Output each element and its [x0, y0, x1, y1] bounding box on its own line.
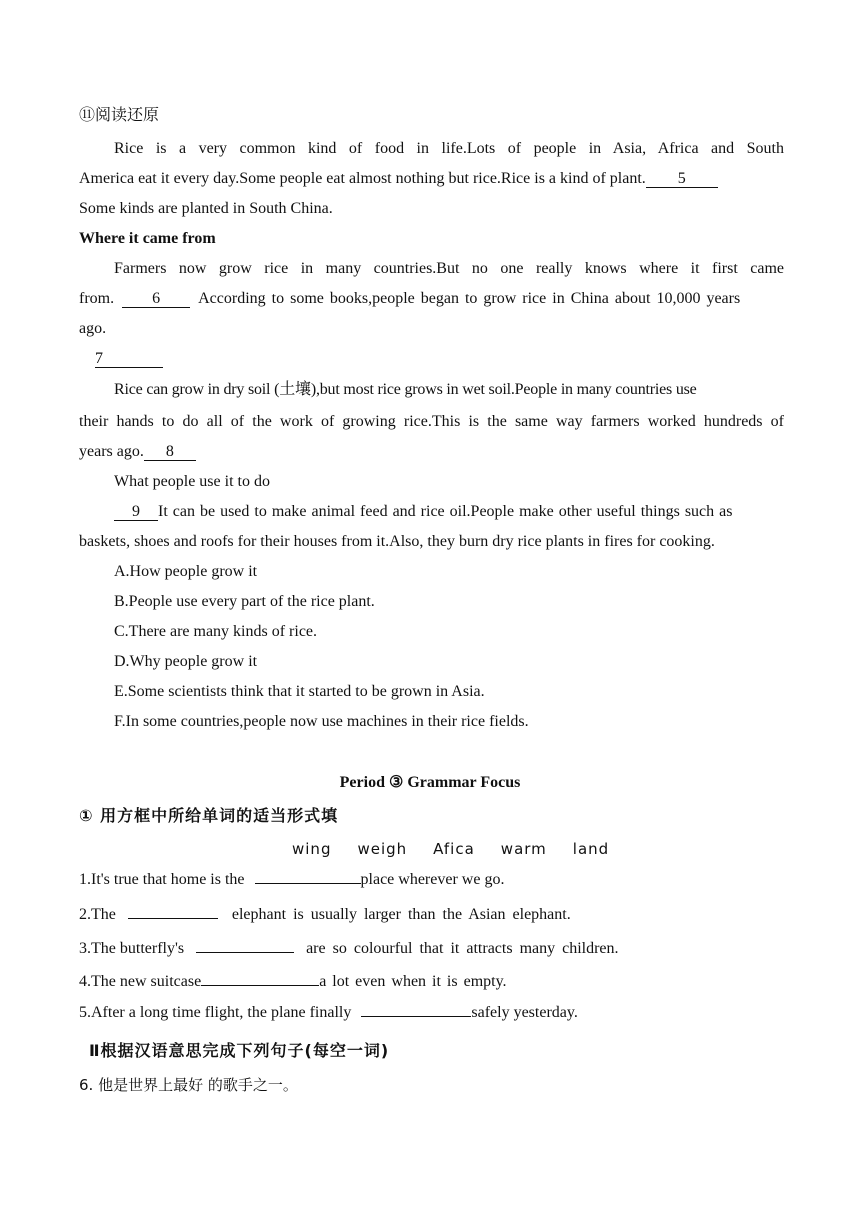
question-3: 3.The butterfly's are so colourful that it attracts many children.: [79, 940, 619, 957]
blank-7[interactable]: 7: [95, 350, 163, 368]
passage-p3-line3: years ago. 8: [79, 442, 196, 462]
option-e: E.Some scientists think that it started to be grown in Asia.: [114, 683, 485, 700]
passage-heading-use: What people use it to do: [114, 473, 270, 490]
passage-p3-line2: their hands to do all of the work of growing rice.This is the same way farmers worked hundreds of: [79, 413, 784, 430]
q5-blank[interactable]: [361, 1016, 471, 1017]
word-afica: Afica: [433, 840, 475, 858]
word-warm: warm: [500, 840, 547, 858]
q1-blank[interactable]: [255, 883, 361, 884]
passage-p1-line3: Some kinds are planted in South China.: [79, 200, 333, 217]
question-4: 4.The new suitcase a lot even when it is empty.: [79, 973, 507, 990]
question-1: 1.It's true that home is the place wherever we go.: [79, 871, 505, 888]
passage-heading-where: Where it came from: [79, 230, 216, 247]
passage-p3-line1: Rice can grow in dry soil (土壤),but most rice grows in wet soil.People in many countries use: [114, 381, 697, 398]
question-5: 5.After a long time flight, the plane finally safely yesterday.: [79, 1004, 578, 1021]
passage-p4-line1: 9 It can be used to make animal feed and rice oil.People make other useful things such as: [114, 502, 784, 522]
part2-title: Ⅱ根据汉语意思完成下列句子(每空一词): [89, 1041, 390, 1060]
word-land: land: [572, 840, 610, 858]
q2-blank[interactable]: [128, 918, 218, 919]
period-title: Period ③ Grammar Focus: [339, 774, 521, 791]
word-weigh: weigh: [357, 840, 408, 858]
blank-5[interactable]: 5: [646, 170, 718, 188]
passage-p2-line1: Farmers now grow rice in many countries.But no one really knows where it first came: [114, 260, 784, 277]
option-f: F.In some countries,people now use machines in their rice fields.: [114, 713, 529, 730]
passage-p2-line2: from. 6 According to some books,people began to grow rice in China about 10,000 years: [79, 290, 741, 307]
q3-blank[interactable]: [196, 952, 294, 953]
word-box: [292, 839, 631, 860]
blank-8[interactable]: 8: [144, 443, 196, 461]
passage-p2-line3: ago.: [79, 320, 107, 337]
blank-6[interactable]: 6: [122, 290, 190, 308]
q4-blank[interactable]: [201, 985, 319, 986]
question-2: 2.The elephant is usually larger than the Asian elephant.: [79, 906, 571, 923]
reading-section-title: ⑪阅读还原: [79, 105, 160, 124]
option-b: B.People use every part of the rice plant.: [114, 593, 375, 610]
word-wing: wing: [292, 840, 332, 858]
option-a: A.How people grow it: [114, 563, 258, 580]
passage-p1-line1: Rice is a very common kind of food in life.Lots of people in Asia, Africa and South: [114, 140, 784, 157]
passage-p4-line2: baskets, shoes and roofs for their houses from it.Also, they burn dry rice plants in fires for cooking.: [79, 533, 715, 550]
blank-9[interactable]: 9: [114, 503, 158, 521]
option-d: D.Why people grow it: [114, 653, 258, 670]
part1-title: ① 用方框中所给单词的适当形式填: [79, 806, 339, 825]
passage-blank-7-line: [95, 349, 163, 369]
question-6: 6. 他是世界上最好 的歌手之一。: [79, 1076, 298, 1094]
option-c: C.There are many kinds of rice.: [114, 623, 318, 640]
passage-p1-line2: America eat it every day.Some people eat almost nothing but rice.Rice is a kind of plant. 5: [79, 169, 718, 189]
